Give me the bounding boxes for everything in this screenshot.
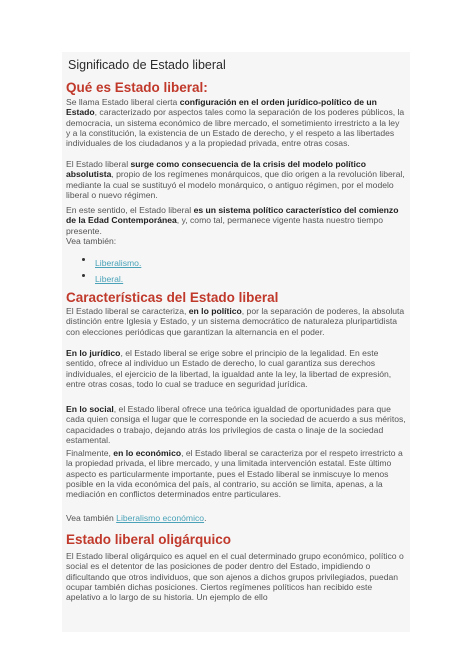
- bullet-icon: [82, 258, 85, 261]
- list-item: [82, 258, 141, 268]
- link-liberalismo-economico[interactable]: Liberalismo económico: [116, 513, 205, 523]
- paragraph-economico: Finalmente, en lo económico, el Estado liberal se caracteriza por el respeto irrestricto a la propiedad privada, el libre mercado, y una limitada intervención estatal. Este último aspecto es particularmente importante, pues el Estado liberal se inmiscuye lo menos posible en la vida económica del país, al contrario, su acción se limita, apenas, a la mediación en conflictos determinados entre particulares.: [66, 448, 403, 500]
- link-liberalismo[interactable]: Liberalismo.: [95, 258, 142, 268]
- paragraph-oligarquico: El Estado liberal oligárquico es aquel en el cual determinado grupo económico, político o social es el detentor de las posiciones de poder dentro del Estado, impidiendo o dificultando que otros individuos, que son ajenos a dichos grupos privilegiados, puedan ocupar también dichas posiciones. Ciertos regímenes políticos han recibido este apelativo a lo largo de su historia. Un ejemplo de ello: [66, 551, 404, 603]
- page-title: Significado de Estado liberal: [68, 58, 226, 72]
- paragraph-contemporary: En este sentido, el Estado liberal es un sistema político característico del comienzo de la Edad Contemporánea, y, como tal, permanece vigente hasta nuestro tiempo presente.: [66, 205, 399, 236]
- link-liberal[interactable]: Liberal.: [95, 274, 124, 284]
- heading-que-es: Qué es Estado liberal:: [66, 80, 208, 95]
- heading-oligarquico: Estado liberal oligárquico: [66, 532, 232, 547]
- bullet-icon: [82, 274, 85, 277]
- see-also-line: Vea también Liberalismo económico.: [66, 513, 207, 523]
- paragraph-definition: Se llama Estado liberal cierta configuración en el orden jurídico-político de un Estado, caracterizado por aspectos tales como la separación de los poderes públicos, la democracia, un sistema económico de libre mercado, el sometimiento irrestricto a la ley y a la constitución, la existencia de un Estado de derecho, y el respeto a las libertades individuales de los ciudadanos y a la propiedad privada, entre otras cosas.: [66, 97, 405, 149]
- paragraph-origin: El Estado liberal surge como consecuencia de la crisis del modelo político absolutista, propio de los regímenes monárquicos, que dio origen a la revolución liberal, mediante la cual se sustituyó el modelo monárquico, o antiguo régimen, por el modelo liberal o nuevo régimen.: [66, 159, 405, 200]
- paragraph-juridico: En lo jurídico, el Estado liberal se erige sobre el principio de la legalidad. En este sentido, ofrece al individuo un Estado de derecho, lo cual garantiza sus derechos individuales, el ejercicio de la libertad, la igualdad ante la ley, la libertad de expresión, entre otras cosas, todo lo cual se traduce en seguridad jurídica.: [66, 348, 392, 389]
- heading-caracteristicas: Características del Estado liberal: [66, 290, 279, 305]
- list-item: [82, 274, 123, 284]
- paragraph-politico: El Estado liberal se caracteriza, en lo político, por la separación de poderes, la absoluta distinción entre Iglesia y Estado, y un sistema democrático de naturaleza pluripartidista con elecciones periódicas que garantizan la alternancia en el poder.: [66, 306, 405, 337]
- see-also-label: Vea también:: [66, 236, 117, 246]
- paragraph-social: En lo social, el Estado liberal ofrece una teórica igualdad de oportunidades para que cada quien consiga el lugar que le corresponde en la sociedad de acuerdo a sus méritos, capacidades o trabajo, dejando atrás los privilegios de casta o linaje de la sociedad estamental.: [66, 404, 406, 445]
